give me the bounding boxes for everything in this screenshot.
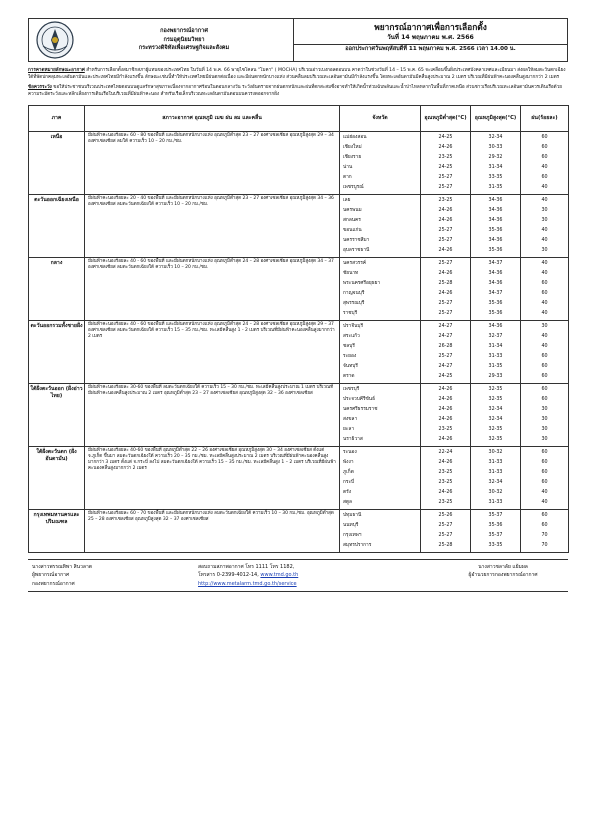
rain-value: 60: [541, 396, 548, 402]
table-row: [29, 194, 569, 257]
tmax-value: 29-32: [488, 154, 503, 160]
province-value: เชียงใหม่: [343, 144, 362, 150]
tmax-value: 31-34: [488, 164, 503, 170]
tmin-value: 24-26: [438, 207, 453, 213]
province-value: เชียงราย: [343, 154, 362, 160]
region-cell: ตะวันออกเฉียงเหนือ: [29, 194, 85, 257]
rain-cell: [521, 194, 569, 257]
rain-value: 40: [541, 333, 548, 339]
tmax-value: 35-36: [488, 310, 503, 316]
tmax-cell: [471, 194, 521, 257]
province-value: ปทุมธานี: [343, 512, 362, 518]
weather-cell: มีฝนฟ้าคะนองร้อยละ 60 - 70 ของพื้นที่ และมีฝนตกหนักบางแห่ง ลมตะวันตกเฉียงใต้ ความเร็ว 10 – 30 กม./ชม. อุณหภูมิต่ำสุด 25 – 28 องศาเซลเซียส อุณหภูมิสูงสุด 32 – 37 องศาเซลเซียส: [85, 509, 340, 552]
region-cell: เหนือ: [29, 131, 85, 194]
province-value: กระบี่: [343, 479, 355, 485]
forecast-page: [28, 18, 568, 592]
table-row: [29, 383, 569, 446]
forecast-table: [28, 105, 569, 553]
rain-value: 70: [541, 542, 548, 548]
tmax-cell: [471, 446, 521, 509]
rain-value: 30: [541, 247, 548, 253]
province-value: สกลนคร: [343, 217, 361, 223]
tmin-value: 24-26: [438, 290, 453, 296]
tmin-value: 24-26: [438, 396, 453, 402]
tmin-value: 25-27: [438, 300, 453, 306]
province-value: ประจวบคีรีขันธ์: [343, 396, 376, 402]
tmax-cell: [471, 131, 521, 194]
tmd-emblem-icon: [35, 20, 75, 60]
province-value: ระยอง: [343, 353, 357, 359]
tmin-value: 25-27: [438, 227, 453, 233]
agency-block: [29, 19, 294, 61]
tmin-value: 23-25: [438, 197, 453, 203]
tmin-value: 23-25: [438, 479, 453, 485]
region-cell: กลาง: [29, 257, 85, 320]
rain-value: 60: [541, 154, 548, 160]
province-value: จันทบุรี: [343, 363, 358, 369]
tmin-value: 24-26: [438, 144, 453, 150]
province-value: ระนอง: [343, 449, 357, 455]
province-value: กรุงเทพฯ: [343, 532, 362, 538]
tmax-value: 35-36: [488, 522, 503, 528]
col-header-rain: ฝน(ร้อยละ): [521, 105, 569, 131]
province-value: ชลบุรี: [343, 343, 355, 349]
tmin-value: 24-26: [438, 270, 453, 276]
col-header-weather: สภาวะอากาศ อุณหภูมิ เมฆ ฝน ลม และคลื่น: [85, 105, 340, 131]
province-value: นครสวรรค์: [343, 260, 367, 266]
rain-value: 30: [541, 323, 548, 329]
tmax-value: 35-36: [488, 300, 503, 306]
tmin-value: 23-25: [438, 426, 453, 432]
province-value: ยะลา: [343, 426, 355, 432]
province-value: แม่ฮ่องสอน: [343, 134, 367, 140]
rain-value: 40: [541, 260, 548, 266]
tmax-value: 31-33: [488, 459, 503, 465]
tmax-value: 32-34: [488, 134, 503, 140]
director-name: นางสาวชลาลัย แย้มผล: [478, 563, 528, 570]
rain-cell: [521, 446, 569, 509]
tmax-value: 30-32: [488, 489, 503, 495]
province-value: สุพรรณบุรี: [343, 300, 365, 306]
rain-value: 70: [541, 532, 548, 538]
province-value: นครราชสีมา: [343, 237, 370, 243]
tmax-value: 34-36: [488, 270, 503, 276]
tmin-value: 25-27: [438, 310, 453, 316]
rain-value: 40: [541, 237, 548, 243]
tmax-value: 31-34: [488, 343, 503, 349]
forecaster-division: กองพยากรณ์อากาศ: [32, 580, 75, 587]
rain-value: 60: [541, 459, 548, 465]
tmin-value: 24-27: [438, 333, 453, 339]
province-value: นราธิวาส: [343, 436, 363, 442]
summary-label: การคาดหมายลักษณะอากาศ: [28, 68, 85, 73]
tmax-value: 35-37: [488, 532, 503, 538]
tmin-value: 24-26: [438, 459, 453, 465]
tmax-value: 35-36: [488, 227, 503, 233]
tmin-value: 25-26: [438, 512, 453, 518]
province-value: ภูเก็ต: [343, 469, 354, 475]
rain-value: 40: [541, 343, 548, 349]
province-value: สมุทรปราการ: [343, 542, 372, 548]
rain-value: 40: [541, 184, 548, 190]
weather-cell: มีฝนฟ้าคะนองร้อยละ 40 - 60 ของพื้นที่ และมีฝนตกหนักบางแห่ง อุณหภูมิต่ำสุด 24 – 28 องศาเซลเซียส อุณหภูมิสูงสุด 34 – 37 องศาเซลเซียส ลมตะวันตกเฉียงใต้ ความเร็ว 10 – 20 กม./ชม.: [85, 257, 340, 320]
region-cell: ตะวันออกรวมทั้งชายฝั่ง: [29, 320, 85, 383]
rain-value: 60: [541, 469, 548, 475]
rain-value: 60: [541, 353, 548, 359]
tmin-value: 24-25: [438, 134, 453, 140]
director-role: ผู้อำนวยการกองพยากรณ์อากาศ: [468, 572, 538, 579]
tmin-value: 24-26: [438, 489, 453, 495]
rain-value: 40: [541, 197, 548, 203]
col-header-tmin: อุณหภูมิต่ำสุด(°C): [421, 105, 471, 131]
tmax-value: 30-32: [488, 449, 503, 455]
tmin-value: 25-27: [438, 353, 453, 359]
tmin-value: 26-28: [438, 343, 453, 349]
tmax-value: 34-36: [488, 237, 503, 243]
tmin-value: 23-25: [438, 469, 453, 475]
province-value: พระนครศรีอยุธยา: [343, 280, 381, 286]
tmax-value: 34-36: [488, 280, 503, 286]
forecaster-role: ผู้พยากรณ์อากาศ: [32, 572, 70, 579]
tmax-value: 31-33: [488, 469, 503, 475]
tmin-value: 24-26: [438, 247, 453, 253]
rain-value: 60: [541, 386, 548, 392]
province-value: เลย: [343, 197, 351, 203]
tmax-value: 32-34: [488, 416, 503, 422]
province-value: ตรัง: [343, 489, 352, 495]
rain-value: 30: [541, 207, 548, 213]
tmax-value: 32-35: [488, 426, 503, 432]
province-value: นครพนม: [343, 207, 362, 213]
table-row: [29, 320, 569, 383]
tmax-cell: [471, 383, 521, 446]
tmax-value: 35-37: [488, 512, 503, 518]
region-cell: ใต้ฝั่งตะวันออก (ฝั่งอ่าวไทย): [29, 383, 85, 446]
forecaster-name: นางสาวพรรณทิพา สินวลาต: [32, 563, 93, 570]
province-value: สงขลา: [343, 416, 358, 422]
tmin-cell: [421, 383, 471, 446]
tmax-value: 34-36: [488, 197, 503, 203]
rain-value: 30: [541, 416, 548, 422]
tmax-value: 34-36: [488, 217, 503, 223]
rain-value: 40: [541, 300, 548, 306]
province-value: น่าน: [343, 164, 353, 170]
tmin-value: 25-27: [438, 174, 453, 180]
rain-value: 40: [541, 489, 548, 495]
province-value: ปราจีนบุรี: [343, 323, 364, 329]
rain-value: 30: [541, 406, 548, 412]
province-value: ขอนแก่น: [343, 227, 362, 233]
tmax-value: 35-36: [488, 247, 503, 253]
tmax-value: 31-33: [488, 499, 503, 505]
province-cell: [340, 320, 421, 383]
tmin-value: 24-26: [438, 406, 453, 412]
tmax-value: 31-35: [488, 184, 503, 190]
document-footer: [28, 559, 568, 593]
province-value: เพชรบุรี: [343, 386, 360, 392]
document-header: [28, 18, 568, 62]
forecast-date: วันที่ 14 พฤษภาคม พ.ศ. 2566: [387, 34, 474, 41]
rain-value: 40: [541, 270, 548, 276]
tmin-value: 22-24: [438, 449, 453, 455]
tmin-value: 24-26: [438, 416, 453, 422]
tmin-value: 25-27: [438, 522, 453, 528]
rain-value: 60: [541, 449, 548, 455]
tmin-value: 25-27: [438, 532, 453, 538]
province-value: ตาก: [343, 174, 352, 180]
rain-value: 30: [541, 217, 548, 223]
weather-cell: มีฝนฟ้าคะนองร้อยละ 40 - 60 ของพื้นที่ และมีฝนตกหนักบางแห่ง อุณหภูมิต่ำสุด 24 – 28 องศาเซลเซียส อุณหภูมิสูงสุด 29 – 37 องศาเซลเซียส ลมตะวันตกเฉียงใต้ ความเร็ว 15 – 35 กม./ชม. ทะเลมีคลื่นสูง 1 - 2 เมตร บริเวณที่มีฝนฟ้าคะนองคลื่นสูงมากกว่า 2 เมตร: [85, 320, 340, 383]
rain-value: 60: [541, 174, 548, 180]
tmin-value: 24-25: [438, 373, 453, 379]
table-row: [29, 131, 569, 194]
tmax-value: 32-35: [488, 436, 503, 442]
province-value: สตูล: [343, 499, 352, 505]
tmax-value: 32-34: [488, 406, 503, 412]
table-body: [29, 131, 569, 552]
issued-time: ออกประกาศวันพฤหัสบดีที่ 11 พฤษภาคม พ.ศ. 2566 เวลา 14.00 น.: [294, 44, 567, 54]
province-value: ตราด: [343, 373, 355, 379]
tmax-value: 33-35: [488, 174, 503, 180]
rain-value: 60: [541, 290, 548, 296]
rain-cell: [521, 257, 569, 320]
province-cell: [340, 131, 421, 194]
caution-note: [28, 84, 568, 99]
province-value: ชัยนาท: [343, 270, 359, 276]
tmax-value: 32-34: [488, 479, 503, 485]
tmin-value: 24-25: [438, 164, 453, 170]
rain-value: 30: [541, 426, 548, 432]
table-header-row: [29, 105, 569, 131]
agency-line: กระทรวงดิจิทัลเพื่อเศรษฐกิจและสังคม: [138, 45, 230, 52]
tmax-value: 34-37: [488, 290, 503, 296]
tmin-cell: [421, 131, 471, 194]
rain-value: 60: [541, 363, 548, 369]
rain-cell: [521, 509, 569, 552]
contact-fax: โทรสาร 0-2399-4012-14,: [198, 572, 261, 579]
contact-block: [198, 563, 438, 589]
tmin-cell: [421, 320, 471, 383]
province-value: ราชบุรี: [343, 310, 358, 316]
tmin-value: 24-27: [438, 323, 453, 329]
province-value: อุบลราชธานี: [343, 247, 370, 253]
col-header-tmax: อุณหภูมิสูงสุด(°C): [471, 105, 521, 131]
tmax-value: 34-36: [488, 323, 503, 329]
caution-label: ข้อควรระวัง: [28, 84, 52, 90]
rain-value: 60: [541, 522, 548, 528]
agency-lines: [75, 27, 293, 53]
caution-text: ขอให้ประชาชนบริเวณประเทศไทยตอนบนดูแลรักษาสุขภาพเนื่องจากอากาศร้อนในตอนกลางวัน ระวังอันตรายจากฝนตกหนักและฝนที่ตกสะสมซึ่งอาจทำให้เกิดน้ำท่วมฉับพลันและน้ำป่าไหลหลากในพื้นที่ภาคเหนือ ส่วนชาวเรือบริเวณทะเลอันดามันควรเดินเรือด้วยความระมัดระวังและหลีกเลี่ยงการเดินเรือในบริเวณที่มีฝนฟ้าคะนอง สำหรับเรือเล็กบริเวณทะเลอันดามันตอนบนควรงดออกจากฝั่ง: [28, 84, 562, 98]
table-row: [29, 509, 569, 552]
tmax-value: 31-33: [488, 353, 503, 359]
forecast-summary: [28, 67, 568, 82]
tmin-cell: [421, 257, 471, 320]
director-block: [438, 563, 568, 589]
region-cell: กรุงเทพมหานครและปริมณฑล: [29, 509, 85, 552]
tmax-cell: [471, 257, 521, 320]
rain-value: 60: [541, 479, 548, 485]
rain-cell: [521, 131, 569, 194]
region-cell: ใต้ฝั่งตะวันตก (ฝั่งอันดามัน): [29, 446, 85, 509]
tmin-value: 24-26: [438, 217, 453, 223]
agency-line: กรมอุตุนิยมวิทยา: [163, 36, 205, 43]
tmin-value: 23-25: [438, 499, 453, 505]
tmin-value: 25-27: [438, 237, 453, 243]
province-value: นนทบุรี: [343, 522, 359, 528]
tmax-value: 32-35: [488, 386, 503, 392]
col-header-province: จังหวัด: [340, 105, 421, 131]
tmax-value: 32-37: [488, 333, 503, 339]
rain-value: 30: [541, 436, 548, 442]
title-block: [294, 19, 567, 61]
contact-phone: สอบถามสภาพอากาศ โทร 1111 โทร 1182,: [198, 563, 295, 570]
tmax-value: 33-35: [488, 542, 503, 548]
rain-value: 40: [541, 499, 548, 505]
province-value: พังงา: [343, 459, 354, 465]
tmin-value: 24-27: [438, 363, 453, 369]
province-cell: [340, 509, 421, 552]
metalarm-link[interactable]: http://www.metalarm.tmd.go.th/service: [198, 580, 297, 587]
weather-cell: มีฝนฟ้าคะนองร้อยละ 20 - 40 ของพื้นที่ และมีฝนตกหนักบางแห่ง อุณหภูมิต่ำสุด 23 – 27 องศาเซลเซียส อุณหภูมิสูงสุด 34 – 36 องศาเซลเซียส ลมตะวันตกเฉียงใต้ ความเร็ว 10 – 20 กม./ชม.: [85, 194, 340, 257]
tmin-value: 25-28: [438, 542, 453, 548]
weather-cell: มีฝนฟ้าคะนองร้อยละ 30-60 ของพื้นที่ ลมตะวันตกเฉียงใต้ ความเร็ว 15 – 30 กม./ชม. ทะเลมีคลื่นสูงประมาณ 1 เมตร บริเวณที่มีฝนฟ้าคะนองคลื่นสูงประมาณ 2 เมตร อุณหภูมิต่ำสุด 23 – 27 องศาเซลเซียส อุณหภูมิสูงสุด 32 – 36 องศาเซลเซียส: [85, 383, 340, 446]
tmin-cell: [421, 509, 471, 552]
tmax-value: 34-36: [488, 207, 503, 213]
tmin-value: 25-27: [438, 260, 453, 266]
province-cell: [340, 257, 421, 320]
rain-value: 60: [541, 144, 548, 150]
tmax-value: 29-33: [488, 373, 503, 379]
tmax-value: 31-35: [488, 363, 503, 369]
province-cell: [340, 446, 421, 509]
summary-text: สำหรับการเลือกตั้งสมาชิกสภาผู้แทนของประเทศไทย ในวันที่ 14 พ.ค. 66 พายุไซโคลน "โมคา" ( MOCHA) บริเวณอ่าวเบงกอลตอนบน คาดว่าในช่วงวันที่ 14 – 15 พ.ค. 65 จะเคลื่อนขึ้นฝั่งประเทศบังคลาเทศและเมียนมา ส่งผลให้ลมตะวันตกเฉียงใต้ที่พัดปกคลุมทะเลอันดามันและประเทศไทยมีกำลังแรงขึ้น ลักษณะเช่นนี้ทำให้ประเทศไทยมีฝนตกต่อเนื่อง และมีฝนตกหนักบางแห่ง ส่วนคลื่นลมบริเวณทะเลอันดามันมีกำลังแรงขึ้น โดยทะเลอันดามันมีคลื่นสูงประมาณ 2 เมตร บริเวณที่มีฝนฟ้าคะนองคลื่นสูงมากกว่า 2 เมตร: [28, 68, 566, 81]
table-row: [29, 446, 569, 509]
agency-line: กองพยากรณ์อากาศ: [160, 28, 208, 35]
tmax-cell: [471, 509, 521, 552]
province-value: กาญจนบุรี: [343, 290, 365, 296]
rain-value: 60: [541, 373, 548, 379]
tmin-value: 25-28: [438, 280, 453, 286]
rain-value: 40: [541, 310, 548, 316]
tmin-value: 24-26: [438, 436, 453, 442]
tmin-cell: [421, 194, 471, 257]
province-value: สระแก้ว: [343, 333, 360, 339]
weather-cell: มีฝนฟ้าคะนองร้อยละ 60 - 80 ของพื้นที่ และมีฝนตกหนักบางแห่ง อุณหภูมิต่ำสุด 23 – 27 องศาเซลเซียส อุณหภูมิสูงสุด 29 – 34 องศาเซลเซียส ลมใต้ ความเร็ว 10 – 20 กม./ชม.: [85, 131, 340, 194]
col-header-region: ภาค: [29, 105, 85, 131]
tmd-website-link[interactable]: www.tmd.go.th: [260, 572, 299, 579]
tmax-value: 32-35: [488, 396, 503, 402]
rain-value: 60: [541, 134, 548, 140]
province-cell: [340, 194, 421, 257]
rain-value: 40: [541, 164, 548, 170]
table-row: [29, 257, 569, 320]
rain-cell: [521, 383, 569, 446]
tmax-cell: [471, 320, 521, 383]
tmin-value: 23-25: [438, 154, 453, 160]
tmax-value: 30-33: [488, 144, 503, 150]
contact-fax-line: [198, 571, 438, 580]
tmin-value: 24-26: [438, 386, 453, 392]
province-cell: [340, 383, 421, 446]
document-title: พยากรณ์อากาศเพื่อการเลือกตั้ง: [374, 22, 487, 32]
rain-value: 60: [541, 280, 548, 286]
province-value: เพชรบูรณ์: [343, 184, 364, 190]
tmin-value: 25-27: [438, 184, 453, 190]
rain-cell: [521, 320, 569, 383]
tmax-value: 34-37: [488, 260, 503, 266]
forecaster-block: [28, 563, 198, 589]
rain-value: 40: [541, 227, 548, 233]
weather-cell: มีฝนฟ้าคะนองร้อยละ 40-60 ของพื้นที่ อุณหภูมิต่ำสุด 22 – 26 องศาเซลเซียส อุณหภูมิสูงสุด 30 – 34 องศาเซลเซียส ตั้งแต่ จ.ภูเก็ต ขึ้นมา ลมตะวันตกเฉียงใต้ ความเร็ว 20 – 35 กม./ชม. ทะเลมีคลื่นสูงประมาณ 2 เมตร บริเวณที่มีฝนฟ้าคะนองคลื่นสูงมากกว่า 3 เมตร ตั้งแต่ จ.กระบี่ ลงไป ลมตะวันตกเฉียงใต้ ความเร็ว 15 – 35 กม./ชม. ทะเลมีคลื่นสูง 1 – 2 เมตร บริเวณที่มีฝนฟ้าคะนองคลื่นสูงมากกว่า 2 เมตร: [85, 446, 340, 509]
tmin-cell: [421, 446, 471, 509]
province-value: นครศรีธรรมราช: [343, 406, 378, 412]
rain-value: 60: [541, 512, 548, 518]
